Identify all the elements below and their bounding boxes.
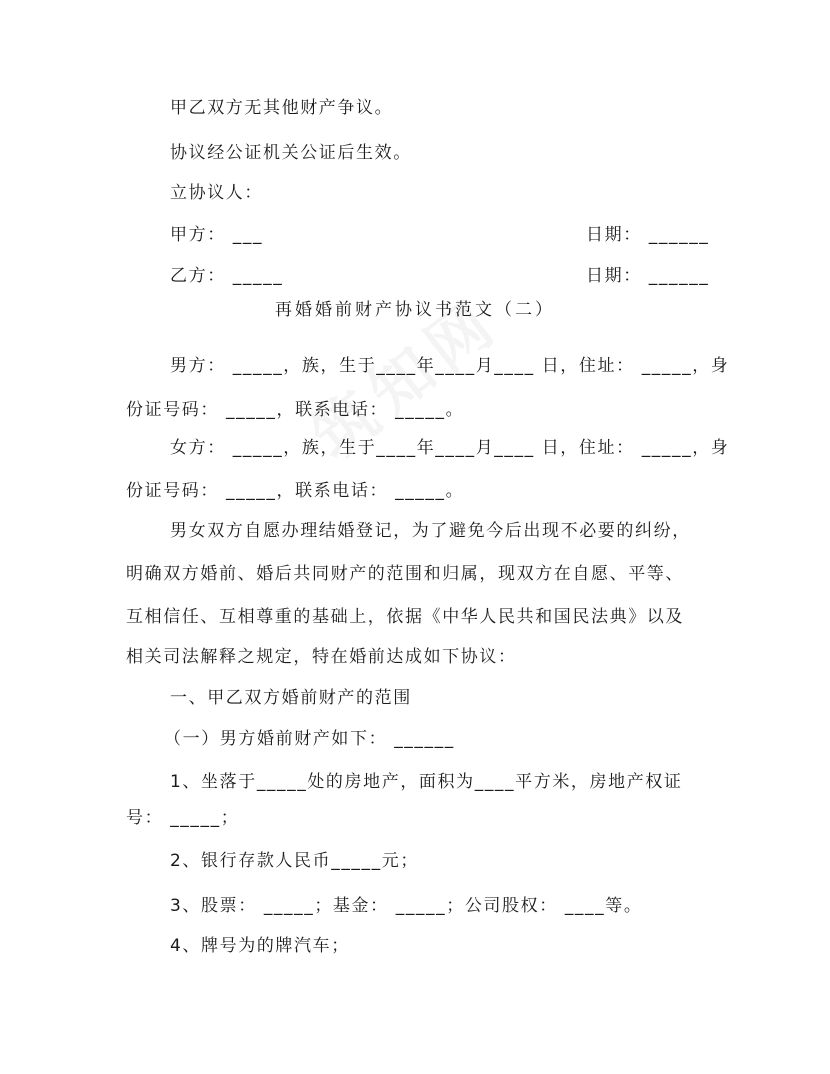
paragraph-effective: 协议经公证机关公证后生效。 xyxy=(170,143,412,163)
section-title: 再婚婚前财产协议书范文（二） xyxy=(275,300,555,320)
item-1-line-2: 号： _____； xyxy=(126,808,240,828)
paragraph-no-dispute: 甲乙双方无其他财产争议。 xyxy=(170,98,394,118)
item-2: 2、银行存款人民币_____元； xyxy=(170,851,419,871)
date-field-2: 日期： ______ xyxy=(586,266,710,286)
date-field-1: 日期： ______ xyxy=(586,225,710,245)
intro-line-3: 互相信任、互相尊重的基础上，依据《中华人民共和国民法典》以及 xyxy=(126,607,684,627)
female-info-line-1: 女方： _____，族，生于____年____月____ 日，住址： _____，身 xyxy=(170,438,730,458)
party-b-signature: 乙方： _____ xyxy=(170,266,284,286)
male-info-line-1: 男方： _____，族，生于____年____月____ 日，住址： _____，身 xyxy=(170,356,730,376)
item-4: 4、牌号为的牌汽车； xyxy=(170,936,350,956)
male-info-line-2: 份证号码： _____，联系电话： _____。 xyxy=(126,400,465,420)
intro-line-4: 相关司法解释之规定，特在婚前达成如下协议： xyxy=(126,647,517,667)
party-a-signature: 甲方： ___ xyxy=(170,225,264,245)
intro-line-1: 男女双方自愿办理结婚登记，为了避免今后出现不必要的纠纷， xyxy=(170,521,691,541)
subsection-male-assets: （一）男方婚前财产如下： ______ xyxy=(164,729,455,749)
signers-label: 立协议人： xyxy=(170,183,263,203)
female-info-line-2: 份证号码： _____，联系电话： _____。 xyxy=(126,481,465,501)
section-heading-1: 一、甲乙双方婚前财产的范围 xyxy=(170,688,412,708)
item-1-line-1: 1、坐落于_____处的房地产，面积为____平方米，房地产权证 xyxy=(170,772,683,792)
item-3: 3、股票： _____；基金： _____；公司股权： ____等。 xyxy=(170,896,643,916)
intro-line-2: 明确双方婚前、婚后共同财产的范围和归属，现双方在自愿、平等、 xyxy=(126,564,684,584)
